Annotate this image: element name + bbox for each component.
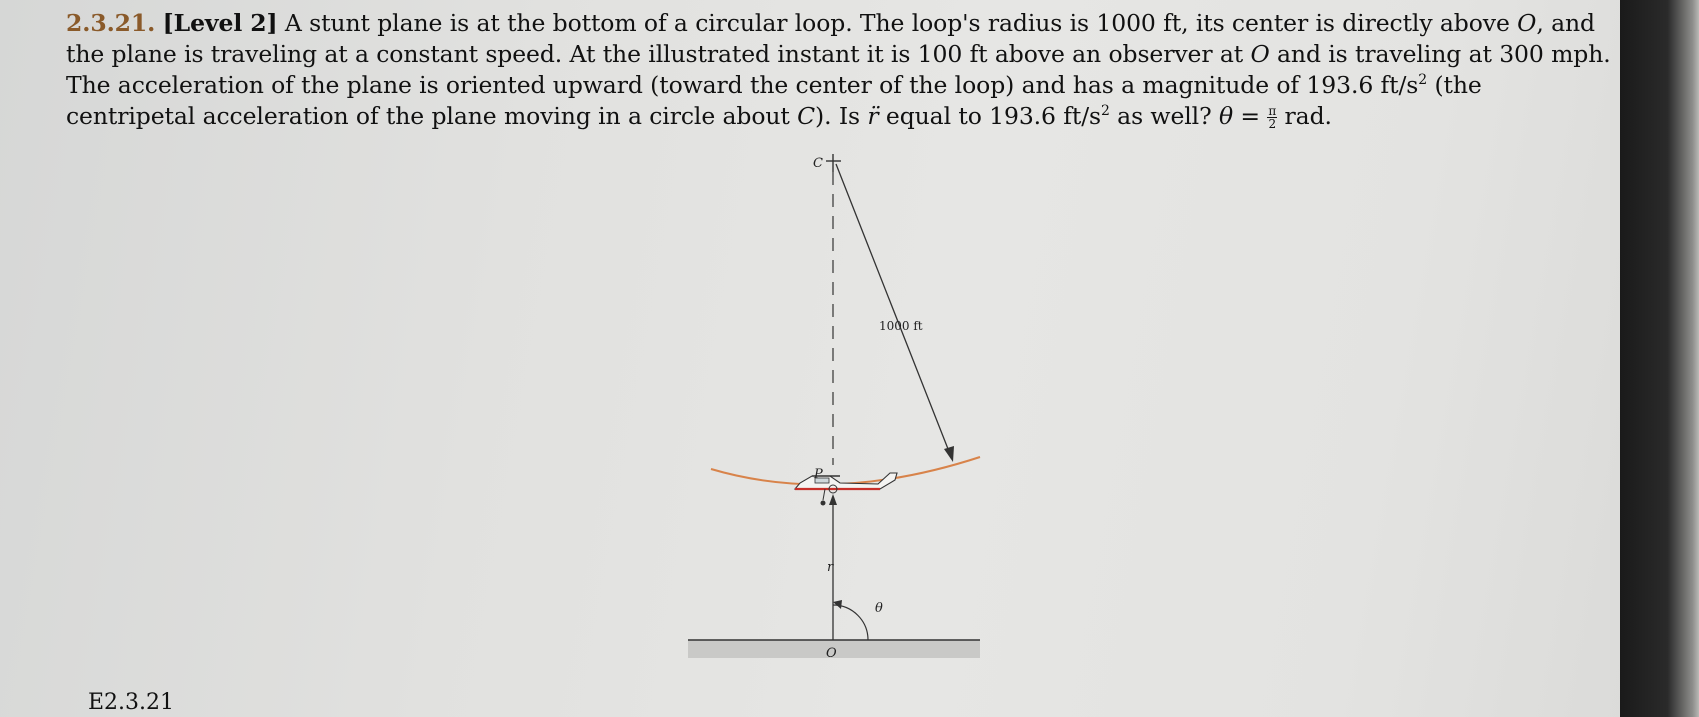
var-o-1: O [1517,9,1537,37]
plane-icon [795,473,897,506]
problem-text-4: (the centripetal acceleration of the plane moving in a circle about [66,71,1482,130]
problem-text-7: as well? [1109,102,1219,130]
label-theta: θ [875,601,883,616]
radius-arrowhead [944,446,954,462]
fraction-denominator: 2 [1268,117,1277,131]
problem-text-5: ). Is [815,102,868,130]
theta-arc [833,605,868,640]
problem-text-6: equal to 193.6 ft/s [878,102,1101,130]
problem-text-9: rad. [1277,102,1332,130]
problem-level: [Level 2] [162,9,278,37]
var-theta: θ [1218,102,1234,130]
superscript-2b: 2 [1101,103,1110,120]
label-r: r [827,560,834,575]
fraction-numerator: π [1268,104,1277,118]
label-c: C [813,156,823,171]
problem-text-3: and is traveling at 300 mph. The acceleration of the plane is oriented upward (toward the center of the loop) and has a magnitude of 193.6 ft/s [66,40,1611,99]
label-radius: 1000 ft [879,319,923,333]
figure-caption: E2.3.21 [88,690,175,715]
r-vector-arrowhead [829,494,837,505]
radius-line [836,164,950,454]
label-o: O [826,646,837,661]
problem-text-2: , and the plane is traveling at a constant speed. At the illustrated instant it is 100 ft above an observer at [66,9,1595,68]
label-p: P [814,467,823,482]
problem-text-8: = [1233,102,1268,130]
var-r-double-dot: r̈ [867,102,879,130]
var-o-2: O [1250,40,1270,68]
loop-arc [711,457,980,484]
problem-text-1: A stunt plane is at the bottom of a circular loop. The loop's radius is 1000 ft, its center is directly above [277,9,1518,37]
superscript-2a: 2 [1418,72,1428,89]
problem-number: 2.3.21. [66,9,156,37]
var-c: C [797,102,816,130]
